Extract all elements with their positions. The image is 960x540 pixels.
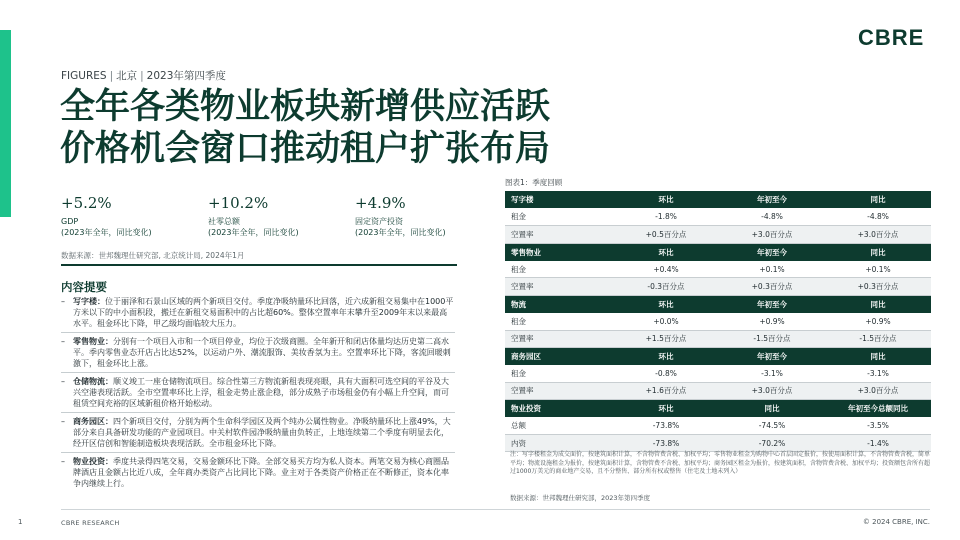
- item-text: 顺义竣工一座仓储物流项目。综合性第三方物流新租表现亮眼，具有大面积可选空间的平谷及大兴空港表现活跃。全市空置率环比上浮，租金走势止涨企稳，部分成熟子市场租金仍有小幅上升空间，而可租赁空间充裕的区域新租价格开始松动。: [73, 377, 449, 408]
- page-title: [60, 86, 660, 170]
- col-header: 环比: [613, 348, 719, 365]
- row-label: 租金: [505, 365, 613, 382]
- col-header: 环比: [613, 243, 719, 260]
- kpi-label: GDP: [61, 217, 79, 226]
- item-head: 仓储物流：: [73, 377, 113, 386]
- cell: +0.4%: [613, 261, 719, 278]
- section-header-office: [505, 191, 931, 208]
- cell: -70.2%: [719, 434, 825, 451]
- dash-bullet: –: [61, 337, 65, 346]
- cell: +0.5百分点: [613, 226, 719, 243]
- kpi-value: +10.2%: [208, 194, 269, 212]
- col-header: 年初至今: [719, 243, 825, 260]
- col-header: 同比: [719, 400, 825, 417]
- item-text: 分别有一个项目入市和一个项目停业，均位于次级商圈。全年新开和闭店体量均达历史第二高水平。季内零售业态开店占比达52%，以运动户外、潮流服饰、美妆香氛为主。空置率环比下降，客流回暖刺激下，租金环比上涨。: [73, 337, 451, 368]
- row-label: 租金: [505, 261, 613, 278]
- cell: -1.5百分点: [825, 330, 931, 347]
- kpi-value: +4.9%: [355, 194, 406, 212]
- kpi-row: [61, 194, 461, 254]
- item-head: 商务园区：: [73, 417, 113, 426]
- col-header: 年初至今: [719, 295, 825, 312]
- cell: +0.1%: [825, 261, 931, 278]
- section-header-business-park: [505, 348, 931, 365]
- cell: -0.3百分点: [613, 278, 719, 295]
- breadcrumb-figures: FIGURES: [61, 70, 107, 82]
- summary-list: [61, 296, 455, 492]
- summary-item-office: [61, 296, 455, 329]
- cell: +1.6百分点: [613, 382, 719, 399]
- cell: -3.1%: [825, 365, 931, 382]
- section-header-logistics: [505, 295, 931, 312]
- col-header: 年初至今: [719, 348, 825, 365]
- summary-item-logistics: [61, 376, 455, 409]
- kpi-retail-sales: [208, 194, 299, 238]
- item-text: 四个新项目交付，分别为两个生命科学园区及两个纯办公属性物业。净吸纳量环比上涨49%，大部分来自具备研发功能的产业园项目。中关村软件园净吸纳量由负转正，上地连续第二个季度有明显去化，经开区信创和智能制造板块表现活跃。全市租金环比下降。: [73, 417, 451, 448]
- row-label: 总额: [505, 417, 613, 434]
- cell: +3.0百分点: [719, 382, 825, 399]
- cell: -1.8%: [613, 208, 719, 225]
- summary-item-business-park: [61, 416, 455, 449]
- dash-bullet: –: [61, 417, 65, 426]
- section-header-investment: [505, 400, 931, 417]
- kpi-fixed-asset: [355, 194, 446, 238]
- divider: [61, 332, 455, 333]
- table-row: [505, 365, 931, 382]
- row-label: 租金: [505, 208, 613, 225]
- section-name: 物业投资: [505, 400, 613, 417]
- item-head: 写字楼：: [73, 297, 105, 306]
- cell: +0.3百分点: [719, 278, 825, 295]
- table-row: [505, 382, 931, 399]
- divider: [61, 452, 455, 453]
- cell: +0.1%: [719, 261, 825, 278]
- quarterly-review-table: [505, 191, 931, 452]
- table-source: 数据来源：世邦魏理仕研究部，2023年第四季度: [510, 494, 651, 502]
- table-label: 图表1：季度回顾: [505, 178, 563, 187]
- row-label: 空置率: [505, 226, 613, 243]
- page-number: 1: [18, 518, 23, 526]
- summary-item-retail: [61, 336, 455, 369]
- kpi-gdp: [61, 194, 152, 238]
- row-label: 空置率: [505, 382, 613, 399]
- cell: -4.8%: [825, 208, 931, 225]
- cell: +0.3百分点: [825, 278, 931, 295]
- section-name: 商务园区: [505, 348, 613, 365]
- summary-heading: 内容提要: [61, 280, 107, 294]
- col-header: 同比: [825, 295, 931, 312]
- table-row: [505, 434, 931, 451]
- col-header: 环比: [613, 191, 719, 208]
- cell: -74.5%: [719, 417, 825, 434]
- table-row: [505, 313, 931, 330]
- section-header-retail: [505, 243, 931, 260]
- cell: +3.0百分点: [719, 226, 825, 243]
- row-label: 租金: [505, 313, 613, 330]
- cell: -4.8%: [719, 208, 825, 225]
- title-line-1: 全年各类物业板块新增供应活跃: [60, 86, 551, 127]
- accent-bar: [0, 30, 11, 217]
- row-label: 空置率: [505, 330, 613, 347]
- breadcrumb-city: 北京: [116, 70, 138, 82]
- kpi-label: 社零总额: [208, 217, 240, 226]
- table-row: [505, 330, 931, 347]
- section-name: 写字楼: [505, 191, 613, 208]
- col-header: 同比: [825, 191, 931, 208]
- cell: +0.9%: [719, 313, 825, 330]
- col-header: 环比: [613, 400, 719, 417]
- kpi-sub: (2023年全年，同比变化): [61, 228, 152, 237]
- col-header: 同比: [825, 348, 931, 365]
- title-line-2: 价格机会窗口推动租户扩张布局: [60, 128, 551, 169]
- cell: -0.8%: [613, 365, 719, 382]
- breadcrumb: FIGURES | 北京 | 2023年第四季度: [61, 70, 226, 82]
- row-label: 内资: [505, 434, 613, 451]
- section-name: 零售物业: [505, 243, 613, 260]
- item-text: 季度共录得四笔交易，交易金额环比下降。全部交易买方均为私人资本。两笔交易为核心商圈品牌酒店且金额占比近八成，全年商办类资产占比同比下降。业主对于各类资产价格正在不断修正，资本化率争内继续上行。: [73, 457, 449, 488]
- table-row: [505, 226, 931, 243]
- table-row: [505, 278, 931, 295]
- table-row: [505, 261, 931, 278]
- divider: [61, 372, 455, 373]
- cell: -3.5%: [825, 417, 931, 434]
- col-header: 年初至今总额同比: [825, 400, 931, 417]
- table-note: 注：写字楼租金为成交面价，按建筑面积计算，不含物管费含税、加权平均；零售物业租金为购物中心首层固定报价，按使用面积计算，不含物管费含税，简单平均；物流设施租金为报价，按建筑面积计算，含物管费不含税、加权平均；商务园区租金为报价，按建筑面积，含物管费含税、加权平均；投资额包含所有超过1000万美元的商业地产交易，且不分整售、部分所有权或整售（住宅及土地未列入）: [510, 451, 931, 476]
- col-header: 环比: [613, 295, 719, 312]
- cell: +3.0百分点: [825, 382, 931, 399]
- kpi-sub: (2023年全年，同比变化): [355, 228, 446, 237]
- item-head: 物业投资：: [73, 457, 113, 466]
- col-header: 年初至今: [719, 191, 825, 208]
- dash-bullet: –: [61, 457, 65, 466]
- dash-bullet: –: [61, 377, 65, 386]
- cell: -1.5百分点: [719, 330, 825, 347]
- breadcrumb-period: 2023年第四季度: [146, 70, 226, 82]
- item-text: 位于丽泽和石景山区域的两个新项目交付。季度净吸纳量环比回落，近六成新租交易集中在1000平方米以下的中小面积段，搬迁在新租交易面积中的占比超60%。整体空置率年末攀升至2009年末以来最高水平。租金环比下降，甲乙级均面临较大压力。: [73, 297, 454, 328]
- divider: [61, 264, 457, 266]
- divider: [61, 412, 455, 413]
- footer-brand: CBRE RESEARCH: [61, 519, 120, 527]
- cell: +3.0百分点: [825, 226, 931, 243]
- row-label: 空置率: [505, 278, 613, 295]
- table-row: [505, 208, 931, 225]
- dash-bullet: –: [61, 297, 65, 306]
- kpi-value: +5.2%: [61, 194, 112, 212]
- col-header: 同比: [825, 243, 931, 260]
- cell: +0.9%: [825, 313, 931, 330]
- cell: +0.0%: [613, 313, 719, 330]
- table-row: [505, 417, 931, 434]
- cell: +1.5百分点: [613, 330, 719, 347]
- footer-copyright: © 2024 CBRE, INC.: [862, 518, 930, 526]
- kpi-source: 数据来源：世邦魏理仕研究部, 北京统计局, 2024年1月: [61, 251, 245, 260]
- cell: -73.8%: [613, 417, 719, 434]
- footer-divider: [61, 509, 930, 510]
- summary-item-investment: [61, 456, 455, 489]
- cell: -73.8%: [613, 434, 719, 451]
- logo-text: CBRE: [858, 25, 925, 50]
- section-name: 物流: [505, 295, 613, 312]
- cell: -1.4%: [825, 434, 931, 451]
- cbre-logo: [858, 26, 932, 50]
- kpi-sub: (2023年全年，同比变化): [208, 228, 299, 237]
- cell: -3.1%: [719, 365, 825, 382]
- item-head: 零售物业：: [73, 337, 113, 346]
- kpi-label: 固定资产投资: [355, 217, 403, 226]
